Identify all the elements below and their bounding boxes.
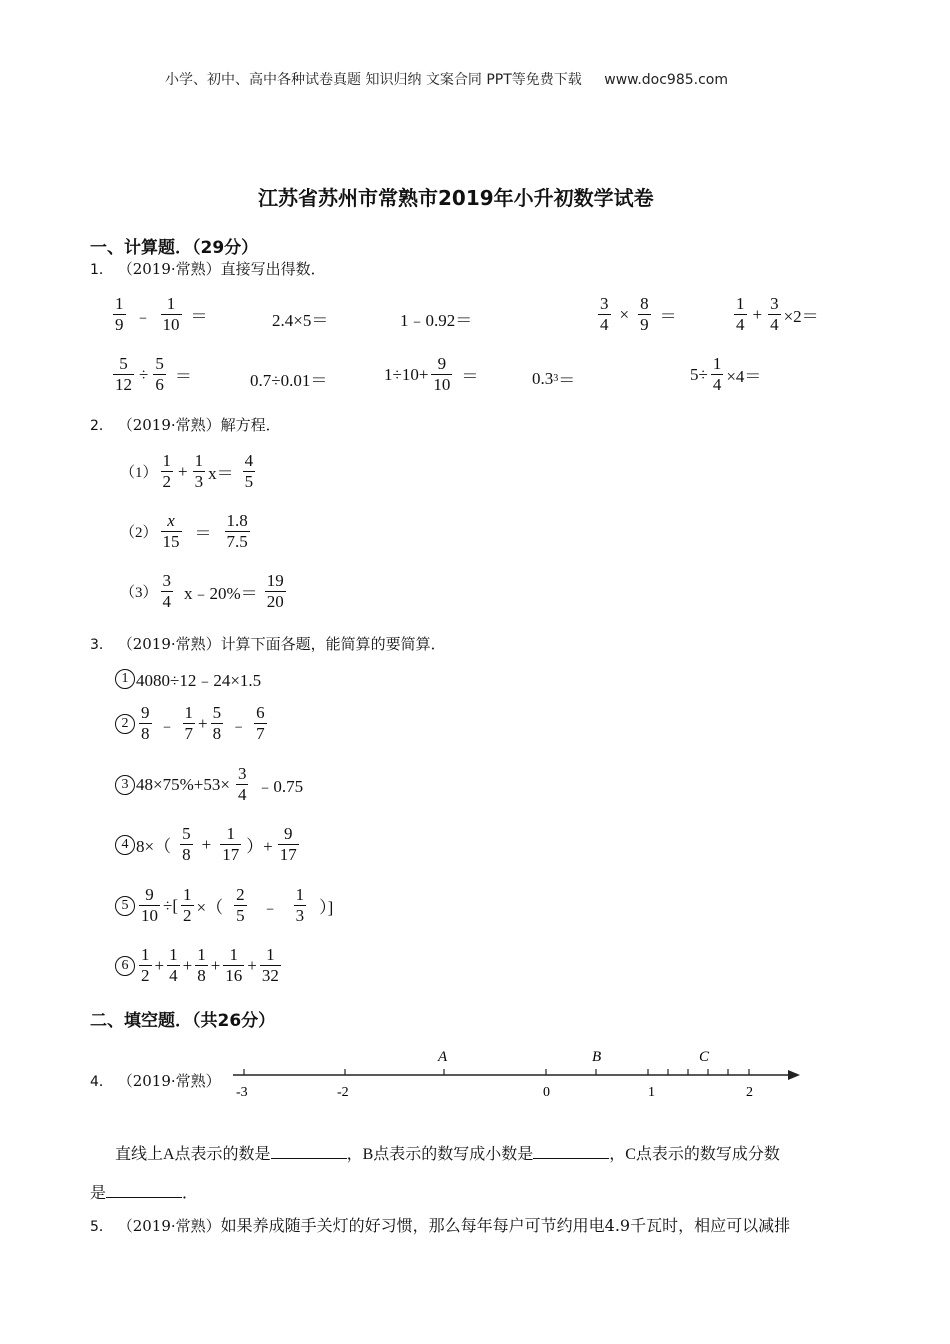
question-source: （2019·常熟） [117,1072,221,1090]
q2-equation-1: （1） $\frac{1}{2}$ + $\frac{1}{3}$ x＝ $\frac{4}{5}$ [120,451,254,491]
fraction: $\frac{6}{7}$ [256,703,265,743]
q3-item-1: 1 4080÷12﹣24×1.5 [115,666,261,691]
tick-label: 2 [746,1085,753,1100]
question-number: 5． [90,1219,113,1235]
fraction: $\frac{1}{4}$ [736,294,745,334]
question-number: 3． [90,637,113,653]
fraction: $\frac{5}{8}$ [212,703,222,743]
fraction: $\frac{3}{4}$ [770,294,779,334]
fraction: $\frac{3}{4}$ [237,764,247,804]
fraction: $\frac{9}{10}$ [141,885,158,925]
question-source: （2019·常熟） [117,416,221,434]
fraction: $\frac{1}{7}$ [184,703,193,743]
fraction: $\frac{5}{8}$ [182,824,191,864]
question-number: 2． [90,418,113,434]
fraction: $\frac{3}{4}$ [162,571,172,611]
fraction: $\frac{9}{17}$ [279,824,297,864]
point-label-b: B [592,1049,602,1065]
answer-blank[interactable] [271,1144,347,1159]
question-4 [90,1070,221,1091]
q2-equation-2: （2） $\frac{x}{15}$ ＝ $\frac{1.8}{7.5}$ [120,511,248,551]
fraction: $\frac{1}{3}$ [194,451,204,491]
q1-item-b: 2.4×5＝ [272,311,329,330]
fraction: $\frac{2}{5}$ [236,885,245,925]
question-text: 计算下面各题，能简算的要简算． [220,635,446,653]
tick-label: -2 [337,1085,349,1100]
tick-label: -3 [236,1085,248,1100]
tick-label: 1 [648,1085,655,1100]
question-number: 1． [90,262,113,278]
question-number: 4． [90,1074,113,1090]
section-2-title: 二、填空题．（共26分） [90,1011,276,1031]
q1-item-a: $\frac{1}{9}$ ﹣ $\frac{1}{10}$ ＝ [115,294,208,334]
question-text: 直接写出得数． [220,260,326,278]
circled-number: 1 [115,669,135,689]
q4-text-line-2: 是 ． [90,1185,199,1202]
arrow-right-icon [788,1070,800,1080]
fraction: $\frac{9}{8}$ [141,703,150,743]
fraction: $\frac{1}{16}$ [225,945,243,985]
tick-label: 0 [543,1085,550,1100]
fraction: $\frac{1}{4}$ [169,945,178,985]
question-2 [90,414,281,435]
q3-item-4: 4 8×（ $\frac{5}{8}$ + $\frac{1}{17}$ ）+ $\frac{9}{17}$ [115,824,302,865]
fraction: $\frac{1}{2}$ [183,885,192,925]
page-header [165,69,728,89]
number-line-ticks [244,1069,749,1075]
question-1 [90,258,326,279]
point-label-c: C [699,1049,710,1065]
fraction: $\frac{4}{5}$ [244,451,254,491]
question-text: 如果养成随手关灯的好习惯，那么每年每户可节约用电4.9千瓦时，相应可以减排 [220,1216,791,1235]
q1-item-i: 0.3 3 ＝ [532,368,576,390]
question-source: （2019·常熟） [117,260,221,278]
q1-item-h: 1÷10+ $\frac{9}{10}$ ＝ [384,354,479,394]
fraction: $\frac{1}{17}$ [222,824,240,864]
q1-item-e: $\frac{1}{4}$ + $\frac{3}{4}$ ×2＝ [736,294,819,334]
q1-item-c: 1﹣0.92＝ [400,311,473,330]
page-title: 江苏省苏州市常熟市2019年小升初数学试卷 [258,186,654,210]
q1-item-g: 0.7÷0.01＝ [250,371,328,390]
fraction: $\frac{1}{8}$ [197,945,206,985]
fraction: $\frac{x}{15}$ [162,511,180,551]
q1-item-d: $\frac{3}{4}$ × $\frac{8}{9}$ ＝ [600,294,677,334]
q3-item-5: 5 $\frac{9}{10}$ ÷[ $\frac{1}{2}$ ×（ $\frac{2}{5}$ ﹣ $\frac{1}{3}$ ）] [115,885,333,926]
fraction: $\frac{3}{4}$ [600,294,609,334]
section-1-title: 一、计算题．（29分） [90,238,259,258]
q1-item-f: $\frac{5}{12}$ ÷ $\frac{5}{6}$ ＝ [115,354,192,394]
fraction: $\frac{1}{2}$ [162,451,172,491]
fraction: $\frac{19}{20}$ [266,571,284,611]
question-source: （2019·常熟） [117,1217,221,1235]
fraction: $\frac{1}{2}$ [141,945,150,985]
question-3 [90,633,446,654]
q4-text-line-1: 直线上A点表示的数是 ，B点表示的数写成小数是 ，C点表示的数写成分数 [115,1146,780,1163]
fraction: $\frac{8}{9}$ [640,294,649,334]
fraction: $\frac{5}{6}$ [155,354,164,394]
circled-number: 6 [115,956,135,976]
question-text: 解方程． [220,416,281,434]
header-site[interactable]: www.doc985.com [604,72,728,88]
answer-blank[interactable] [533,1144,609,1159]
circled-number: 2 [115,714,135,734]
question-source: （2019·常熟） [117,635,221,653]
point-label-a: A [438,1049,448,1065]
answer-blank[interactable] [106,1183,182,1198]
fraction: $\frac{1}{9}$ [115,294,124,334]
q1-item-j: 5÷ $\frac{1}{4}$ ×4＝ [690,354,762,394]
fraction: $\frac{1.8}{7.5}$ [226,511,248,551]
fraction: $\frac{1}{32}$ [261,945,279,985]
fraction: $\frac{9}{10}$ [433,354,451,394]
fraction: $\frac{5}{12}$ [115,354,132,394]
circled-number: 4 [115,835,135,855]
fraction: $\frac{1}{4}$ [712,354,722,394]
fraction: $\frac{1}{10}$ [162,294,180,334]
q3-item-2: 2 $\frac{9}{8}$ ﹣ $\frac{1}{7}$ + $\frac{5}{8}$ ﹣ $\frac{6}{7}$ [115,703,270,744]
q2-equation-3: （3） $\frac{3}{4}$ x﹣20%＝ $\frac{19}{20}$ [120,571,284,611]
header-text: 小学、初中、高中各种试卷真题 知识归纳 文案合同 PPT等免费下载 [165,72,582,88]
question-5 [90,1213,790,1236]
q3-item-3: 3 48×75%+53× $\frac{3}{4}$ ﹣0.75 [115,764,303,805]
q3-item-6: 6 $\frac{1}{2}$ + $\frac{1}{4}$ + $\frac{1}{8}$ + $\frac{1}{16}$ + $\frac{1}{32}$ [115,945,284,986]
circled-number: 5 [115,896,135,916]
circled-number: 3 [115,775,135,795]
fraction: $\frac{1}{3}$ [295,885,305,925]
number-line [228,1040,808,1105]
